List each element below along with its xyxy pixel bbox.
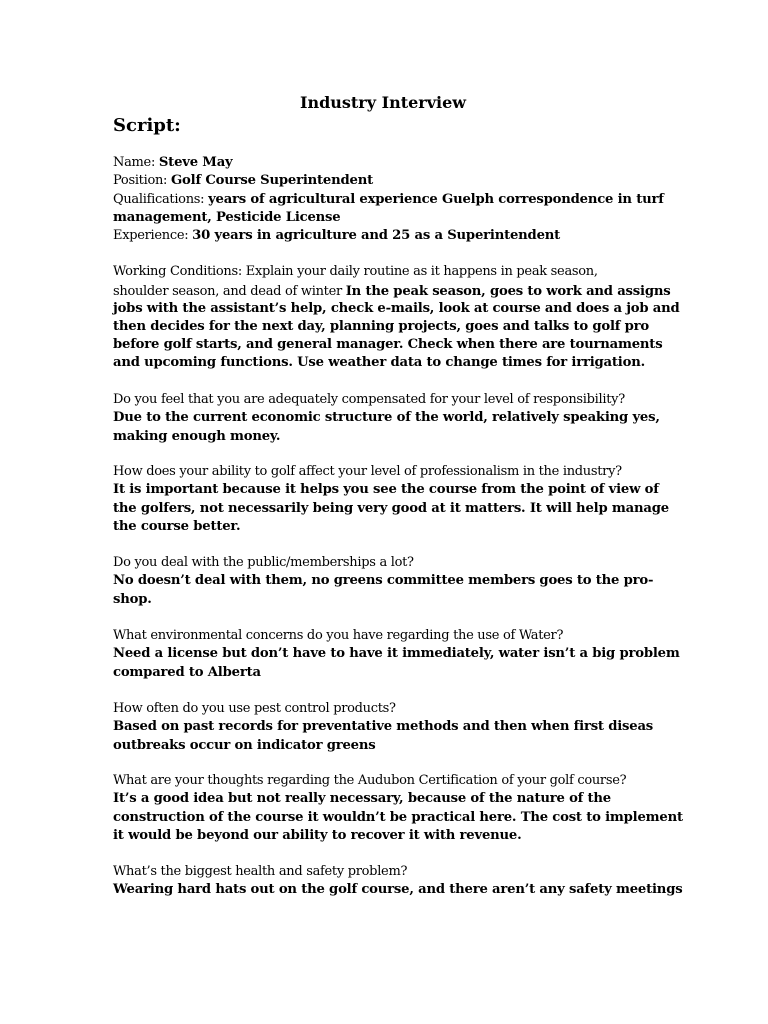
working-conditions-section — [113, 263, 680, 373]
name-value: Steve May — [158, 155, 233, 170]
experience-value: 30 years in agriculture and 25 as a Superintendent — [192, 228, 561, 244]
qualifications-value: years of agricultural experience Guelph correspondence in turf — [208, 191, 664, 207]
qa-item-audubon — [113, 772, 683, 845]
answer-text: making enough money. — [113, 428, 281, 444]
qa-item-water — [113, 627, 680, 682]
answer-text: compared to Alberta — [113, 664, 261, 680]
script-heading: Script: — [113, 115, 181, 136]
question-text: Do you feel that you are adequately compensated for your level of responsibility? — [113, 392, 625, 407]
question-text: What are your thoughts regarding the Audubon Certification of your golf course? — [113, 773, 627, 788]
document-title: Industry Interview — [299, 93, 467, 112]
answer-text: Due to the current economic structure of the world, relatively speaking yes, — [113, 410, 660, 426]
question-text: Working Conditions: Explain your daily routine as it happens in peak season, — [113, 264, 598, 279]
answer-text: then decides for the next day, planning projects, goes and talks to golf pro — [113, 318, 649, 334]
question-text: What environmental concerns do you have regarding the use of Water? — [113, 628, 564, 643]
position-label: Position: — [113, 173, 171, 189]
answer-text: Need a license but don’t have to have it immediately, water isn’t a big problem — [113, 646, 680, 662]
question-text: Do you deal with the public/memberships a lot? — [113, 555, 414, 570]
answer-text: In the peak season, goes to work and assigns — [345, 284, 671, 300]
answer-text: and upcoming functions. Use weather data to change times for irrigation. — [113, 355, 645, 371]
answer-text: it would be beyond our ability to recover it with revenue. — [113, 827, 522, 843]
name-line — [113, 152, 673, 170]
qa-item-compensation — [113, 391, 673, 446]
answer-text: It is important because it helps you see the course from the point of view of — [113, 482, 659, 498]
profile-section — [113, 152, 673, 243]
mixed-line — [113, 281, 673, 299]
qualifications-line — [113, 189, 673, 207]
answer-text: No doesn’t deal with them, no greens committee members goes to the pro- — [113, 573, 654, 589]
qualifications-label: Qualifications: — [113, 191, 209, 207]
answer-text: shop. — [113, 591, 152, 607]
position-value: Golf Course Superintendent — [170, 173, 373, 189]
qa-item-public — [113, 554, 673, 609]
qualifications-line-cont — [113, 207, 673, 225]
question-text: shoulder season, and dead of winter — [113, 284, 346, 300]
answer-text: jobs with the assistant’s help, check e-mails, look at course and does a job and — [113, 300, 680, 316]
qa-item-golf-ability — [113, 463, 673, 536]
qa-item-pest-control — [113, 700, 673, 755]
answer-text: the golfers, not necessarily being very good at it matters. It will help manage — [113, 500, 669, 516]
answer-text: outbreaks occur on indicator greens — [113, 737, 376, 753]
question-text: How does your ability to golf affect your level of professionalism in the industry? — [113, 464, 622, 479]
name-label: Name: — [113, 155, 159, 170]
position-line — [113, 170, 673, 188]
question-text: How often do you use pest control products? — [113, 701, 396, 716]
experience-label: Experience: — [113, 228, 193, 244]
answer-text: Wearing hard hats out on the golf course, and there aren’t any safety meetings — [113, 882, 683, 898]
question-text: What’s the biggest health and safety problem? — [113, 864, 408, 879]
answer-text: the course better. — [113, 518, 241, 534]
answer-text: Based on past records for preventative methods and then when first diseas — [113, 719, 654, 735]
answer-text: It’s a good idea but not really necessary, because of the nature of the — [113, 791, 611, 807]
answer-text: construction of the course it wouldn’t be practical here. The cost to implement — [113, 809, 683, 825]
experience-line — [113, 225, 673, 243]
qualifications-value-cont: management, Pesticide License — [113, 209, 341, 225]
answer-text: before golf starts, and general manager. Check when there are tournaments — [113, 337, 663, 353]
qa-item-health-safety — [113, 863, 683, 900]
